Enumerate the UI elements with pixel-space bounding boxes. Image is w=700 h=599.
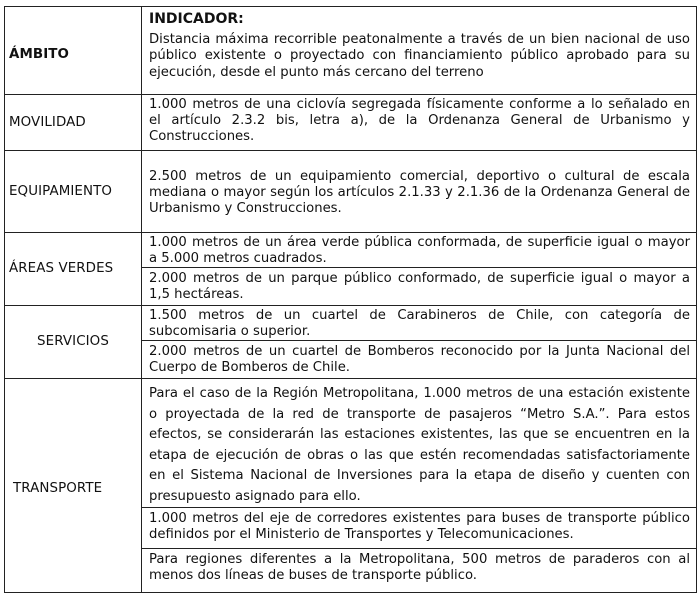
indicador-transporte-3: Para regiones diferentes a la Metropolitana, 500 metros de paraderos con al menos dos líneas de buses de transporte público. (149, 552, 690, 584)
header-indicador-desc: Distancia máxima recorrible peatonalmente a través de un bien nacional de uso público existente o proyectado con financiamiento público aprobado para su ejecución, desde el punto más cercano del terreno (149, 32, 690, 80)
indicador-transporte-1: Para el caso de la Región Metropolitana, 1.000 metros de una estación existente o proyectada de la red de transporte de pasajeros “Metro S.A.”. Para estos efectos, se considerarán las estaciones existentes, las que se encuentren en la etapa de ejecución de obras o las que estén recomendadas satisfactoriamente en el Sistema Nacional de Inversiones para la etapa de diseño y cuenten con presupuesto asignado para ello. (149, 386, 690, 504)
ambito-movilidad: MOVILIDAD (9, 114, 86, 130)
ambito-servicios: SERVICIOS (37, 334, 109, 349)
header-indicador-label: INDICADOR: (149, 11, 244, 27)
indicador-transporte-2: 1.000 metros del eje de corredores existentes para buses de transporte público definidos por el Ministerio de Transportes y Telecomunicaciones. (149, 511, 690, 543)
subrow-divider (141, 507, 696, 508)
indicador-servicios-2: 2.000 metros de un cuartel de Bomberos reconocido por la Junta Nacional del Cuerpo de Bomberos de Chile. (149, 344, 690, 376)
ambito-areas-verdes: ÁREAS VERDES (9, 261, 114, 276)
indicador-servicios-1: 1.500 metros de un cuartel de Carabineros de Chile, con categoría de subcomisaria o superior. (149, 308, 690, 340)
indicators-table (4, 6, 697, 593)
indicador-areas-verdes-1: 1.000 metros de un área verde pública conformada, de superficie igual o mayor a 5.000 metros cuadrados. (149, 235, 690, 267)
header-ambito: ÁMBITO (9, 47, 69, 62)
indicador-movilidad-1: 1.000 metros de una ciclovía segregada físicamente conforme a lo señalado en el artículo 2.3.2 bis, letra a), de la Ordenanza General de Urbanismo y Construcciones. (149, 97, 690, 145)
ambito-transporte: TRANSPORTE (13, 481, 103, 496)
indicador-equipamiento-1: 2.500 metros de un equipamiento comercial, deportivo o cultural de escala mediana o mayor según los artículos 2.1.33 y 2.1.36 de la Ordenanza General de Urbanismo y Construcciones. (149, 169, 690, 217)
subrow-divider (141, 548, 696, 549)
header-indicador (149, 11, 690, 81)
indicador-areas-verdes-2: 2.000 metros de un parque público conformado, de superficie igual o mayor a 1,5 hectáreas. (149, 271, 690, 303)
ambito-equipamiento: EQUIPAMIENTO (9, 183, 113, 199)
